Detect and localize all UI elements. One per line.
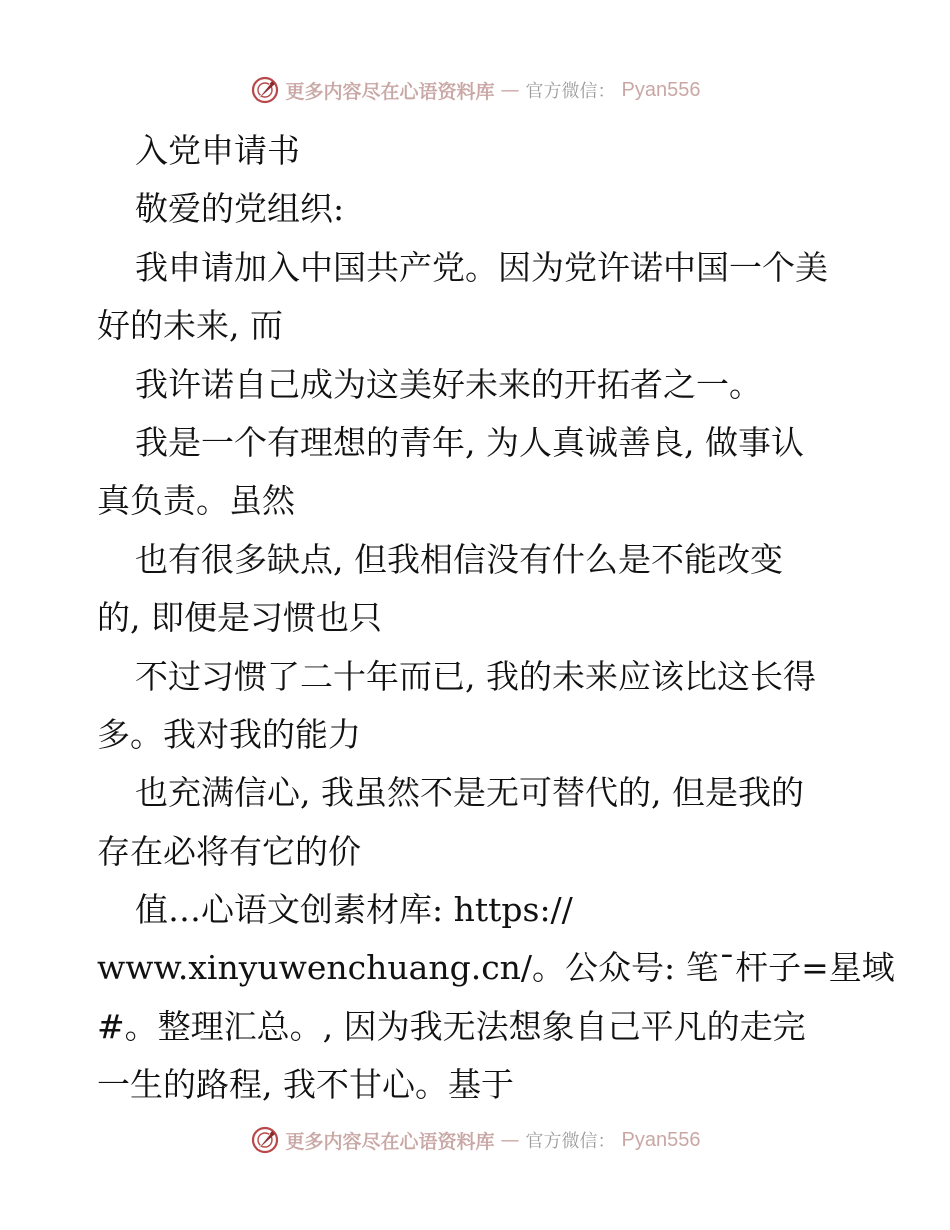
- document-line: #。整理汇总。, 因为我无法想象自己平凡的走完: [97, 1006, 806, 1046]
- document-line: 也充满信心, 我虽然不是无可替代的, 但是我的: [135, 773, 804, 813]
- quill-pen-logo-icon: [250, 75, 280, 105]
- document-line: 敬爱的党组织:: [135, 189, 345, 229]
- document-body: [97, 122, 895, 1115]
- document-line: 一生的路程, 我不甘心。基于: [97, 1065, 514, 1105]
- quill-pen-logo-icon: [250, 1125, 280, 1155]
- wechat-id: Pyan556: [621, 78, 701, 101]
- banner-separator: —: [500, 1129, 520, 1151]
- document-line: 我是一个有理想的青年, 为人真诚善良, 做事认: [135, 422, 804, 462]
- document-line: 存在必将有它的价: [97, 831, 361, 871]
- document-line: 我许诺自己成为这美好未来的开拓者之一。: [135, 364, 762, 404]
- banner-separator: —: [500, 79, 520, 101]
- document-line: 入党申请书: [135, 131, 300, 170]
- document-line: 也有很多缺点, 但我相信没有什么是不能改变: [135, 539, 783, 579]
- document-line: 的, 即便是习惯也只: [97, 598, 382, 638]
- document-line: 真负责。虽然: [97, 481, 295, 521]
- document-line: 我申请加入中国共产党。因为党许诺中国一个美: [135, 247, 828, 287]
- document-line: 不过习惯了二十年而已, 我的未来应该比这长得: [135, 656, 816, 696]
- document-line: 多。我对我的能力: [97, 714, 361, 754]
- wechat-id: Pyan556: [621, 1128, 701, 1151]
- document-line: www.xinyuwenchuang.cn/。公众号: 笔¯杆子=星域: [97, 948, 895, 988]
- footer-banner: [0, 1120, 950, 1160]
- document-line: 值…心语文创素材库: https://: [135, 890, 573, 930]
- wechat-label: 官方微信：: [525, 1131, 616, 1152]
- document-line: 好的未来, 而: [97, 306, 283, 346]
- banner-slogan: 更多内容尽在心语资料库: [285, 80, 495, 103]
- banner-slogan: 更多内容尽在心语资料库: [285, 1130, 495, 1153]
- wechat-label: 官方微信：: [525, 81, 616, 102]
- header-banner: [0, 70, 950, 110]
